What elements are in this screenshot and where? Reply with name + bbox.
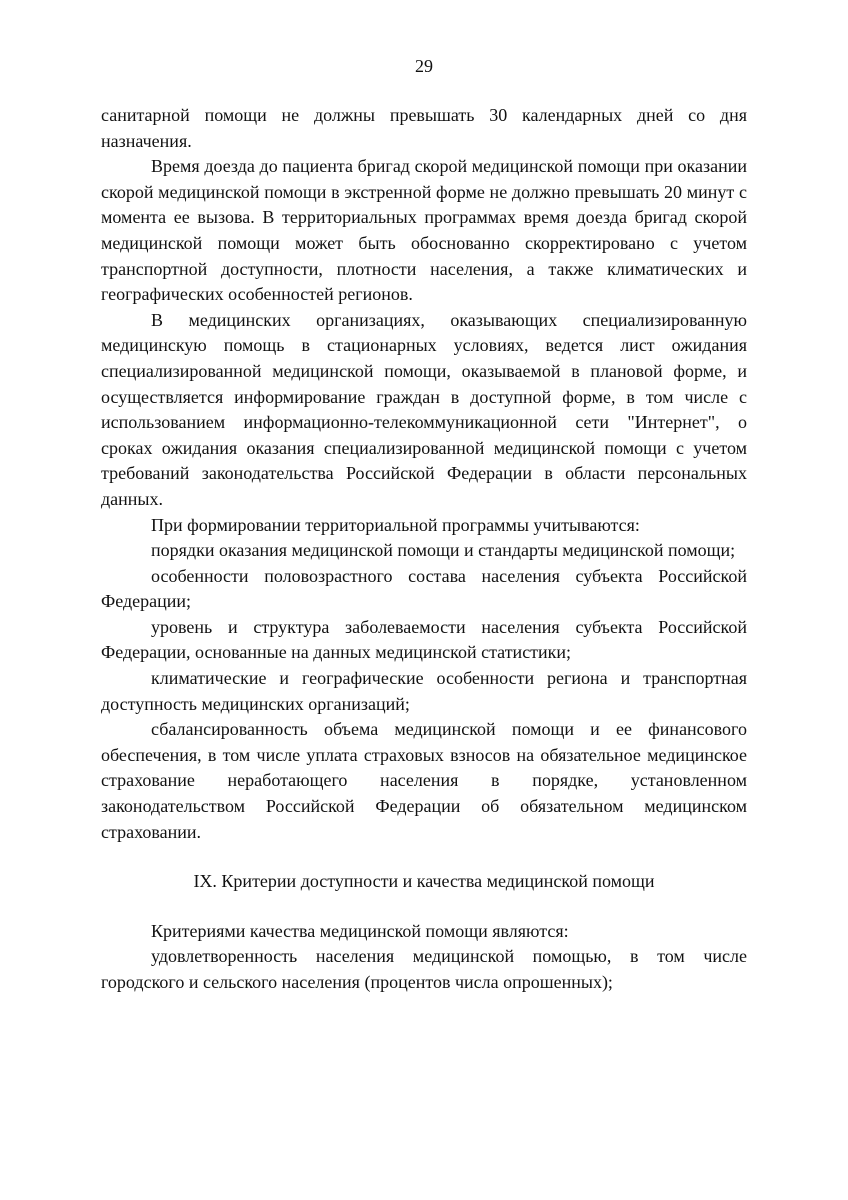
- paragraph: санитарной помощи не должны превышать 30 календарных дней со дня назначения.: [101, 105, 747, 151]
- list-item: порядки оказания медицинской помощи и стандарты медицинской помощи;: [151, 540, 736, 561]
- document-body: [101, 103, 747, 996]
- paragraph: Время доезда до пациента бригад скорой медицинской помощи при оказании скорой медицинской помощи в экстренной форме не должно превышать 20 минут с момента ее вызова. В территориальных программах время доезда бригад скорой медицинской помощи может быть обоснованно скорректировано с учетом транспортной доступности, плотности населения, а также климатических и географических особенностей регионов.: [101, 156, 747, 305]
- list-item: удовлетворенность населения медицинской помощью, в том числе городского и сельского населения (процентов числа опрошенных);: [101, 946, 747, 992]
- list-item: сбалансированность объема медицинской помощи и ее финансового обеспечения, в том числе уплата страховых взносов на обязательное медицинское страхование неработающего населения в порядке, установленном законодательством Российской Федерации об обязательном медицинском страховании.: [101, 719, 747, 842]
- page-number: 29: [415, 56, 433, 76]
- section-heading: IX. Критерии доступности и качества медицинской помощи: [193, 871, 655, 892]
- paragraph: В медицинских организациях, оказывающих специализированную медицинскую помощь в стационарных условиях, ведется лист ожидания специализированной медицинской помощи, оказываемой в плановой форме, и осуществляется информирование граждан в доступной форме, в том числе с использованием информационно-телекоммуникационной сети "Интернет", о сроках ожидания оказания специализированной медицинской помощи с учетом требований законодательства Российской Федерации в области персональных данных.: [101, 309, 747, 509]
- list-item: уровень и структура заболеваемости населения субъекта Российской Федерации, основанные на данных медицинской статистики;: [101, 616, 747, 663]
- paragraph: При формировании территориальной программы учитываются:: [151, 514, 640, 535]
- list-item: климатические и географические особенности региона и транспортная доступность медицинских организаций;: [101, 668, 747, 714]
- paragraph: Критериями качества медицинской помощи являются:: [151, 920, 569, 941]
- list-item: особенности половозрастного состава населения субъекта Российской Федерации;: [101, 565, 747, 612]
